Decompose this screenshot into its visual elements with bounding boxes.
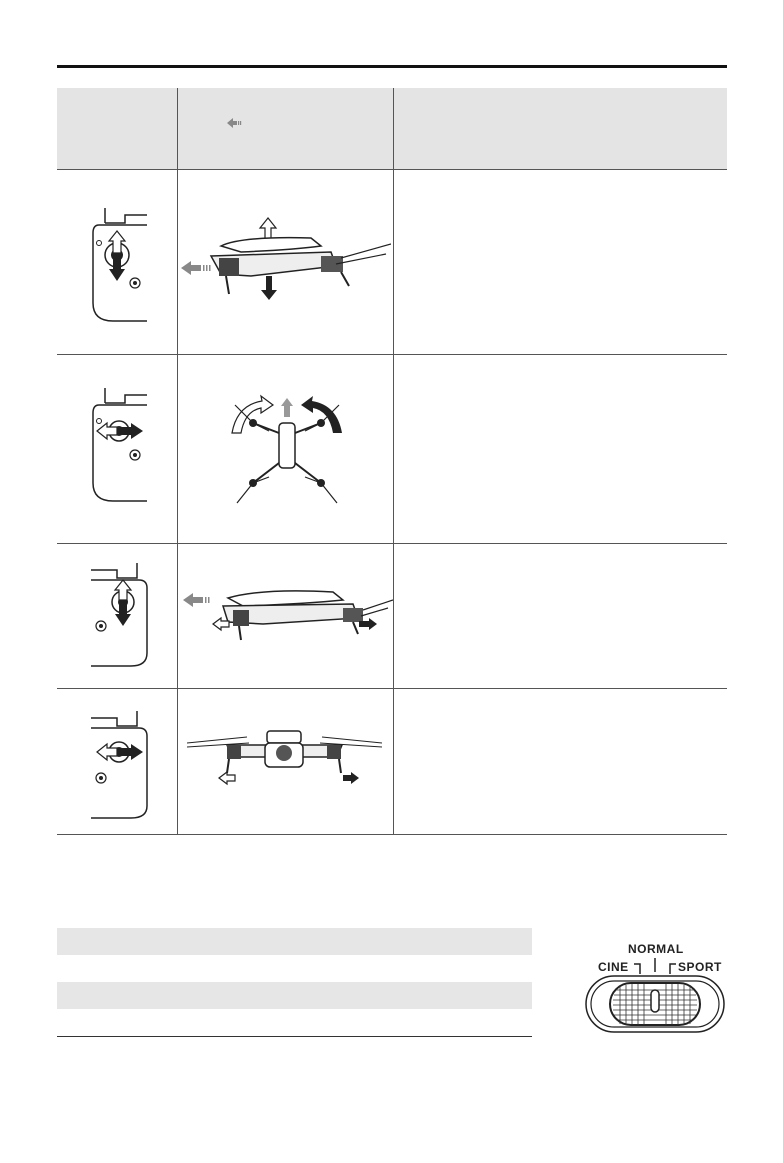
column-divider — [177, 88, 178, 835]
table-row — [57, 928, 532, 955]
sport-label: SPORT — [678, 960, 722, 974]
flight-modes-table — [57, 928, 532, 1037]
drone-ascend-descend-icon — [181, 216, 391, 311]
drone-yaw-rotate-icon — [217, 393, 357, 523]
control-stick-table — [57, 88, 727, 835]
table-row — [57, 955, 532, 982]
row-divider — [57, 169, 727, 170]
normal-label: NORMAL — [628, 942, 684, 956]
switch-diagram — [580, 938, 730, 1038]
column-divider — [393, 88, 394, 835]
drone-left-right-icon — [187, 723, 382, 793]
row-divider — [57, 543, 727, 544]
cine-label: CINE — [598, 960, 629, 974]
row-divider — [57, 834, 727, 835]
left-arrow-icon — [227, 118, 243, 128]
table-row — [57, 982, 532, 1009]
row-divider — [57, 688, 727, 689]
top-rule — [57, 65, 727, 68]
left-stick-left-right-icon — [85, 383, 155, 508]
right-stick-up-down-icon — [87, 558, 157, 673]
right-stick-left-right-icon — [87, 706, 157, 826]
left-stick-up-down-icon — [85, 203, 155, 328]
row-divider — [57, 354, 727, 355]
table-header — [57, 88, 727, 169]
drone-forward-backward-icon — [183, 578, 393, 648]
table-bottom-rule — [57, 1036, 532, 1037]
flight-mode-switch — [580, 938, 730, 1038]
table-row — [57, 1009, 532, 1036]
